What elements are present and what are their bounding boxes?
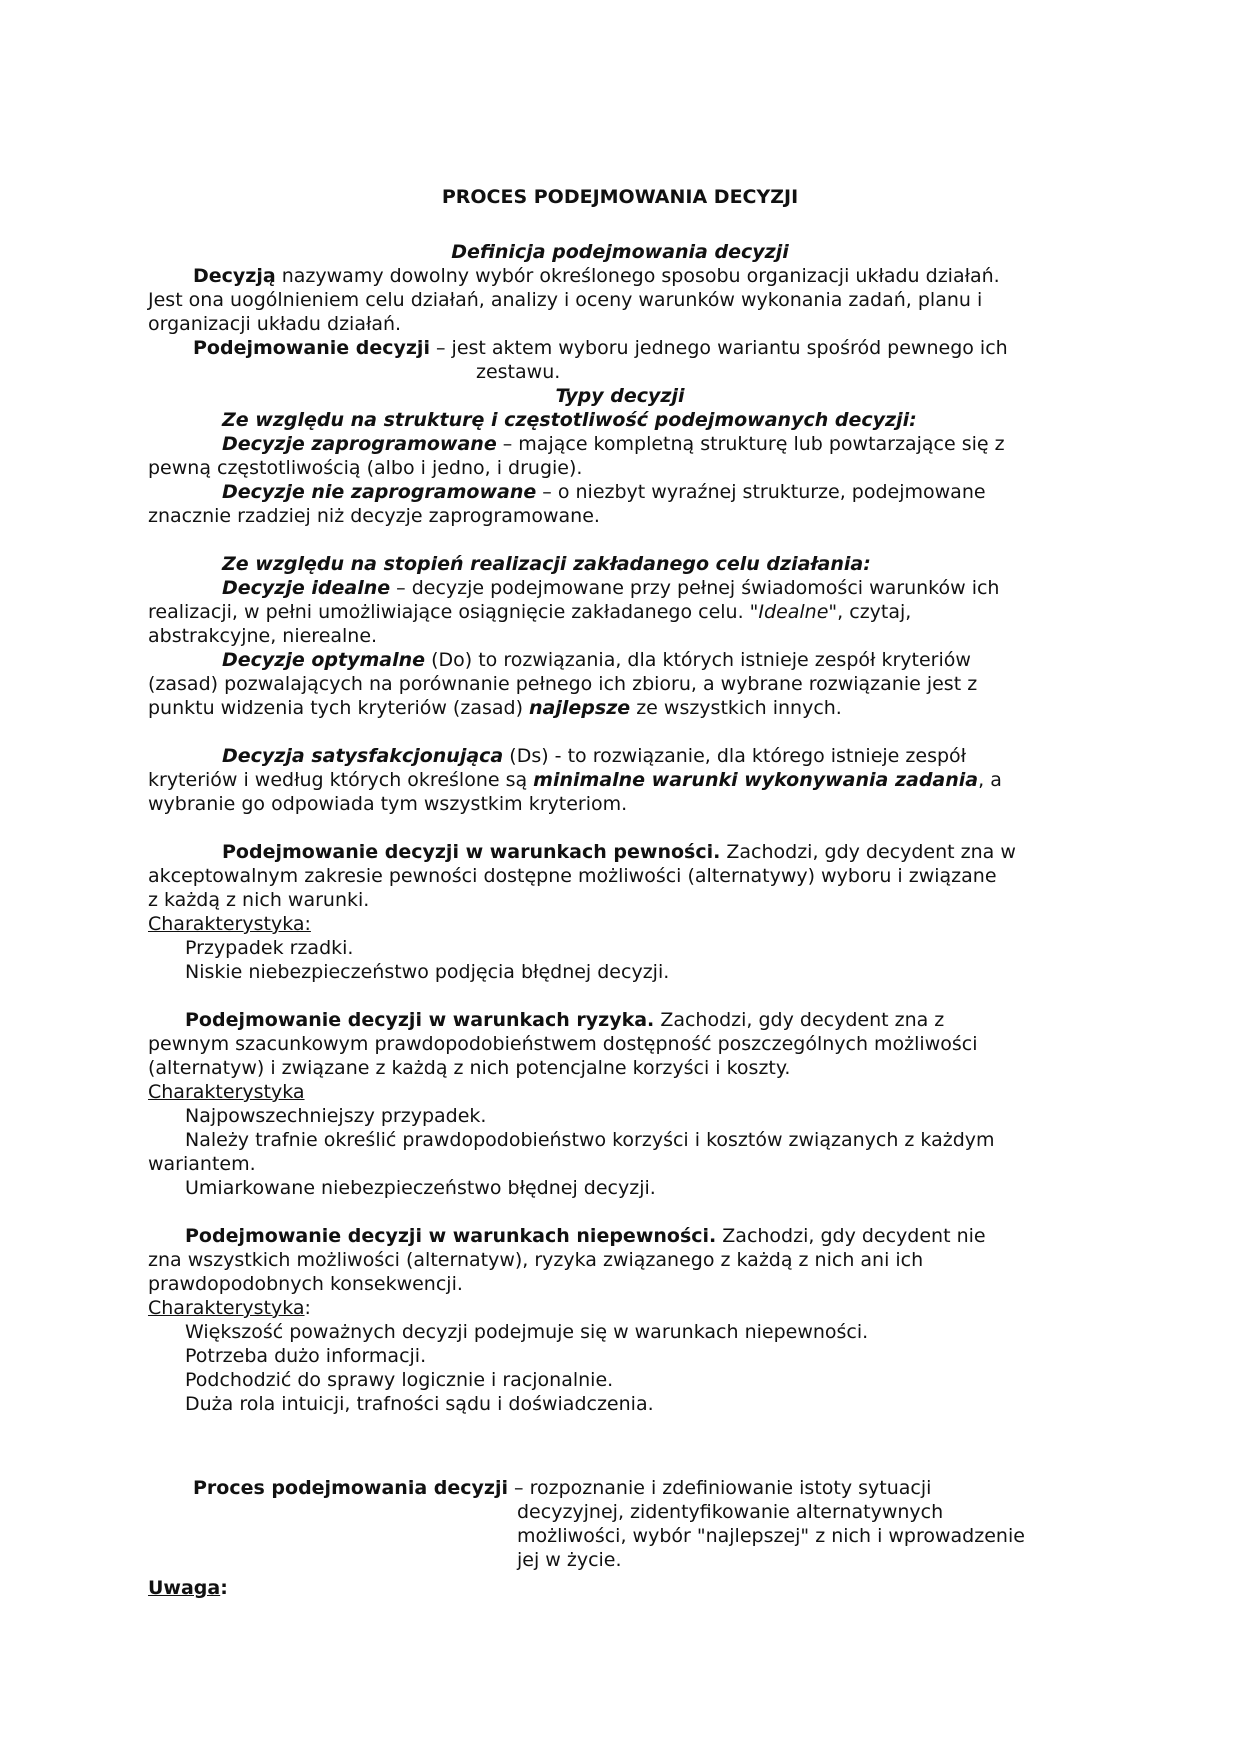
optimal-decisions: Decyzje optymalne (Do) to rozwiązania, dla których istnieje zespół kryteriów <box>222 649 971 671</box>
list-item: wariantem. <box>148 1153 256 1175</box>
certainty-line-3: z każdą z nich warunki. <box>148 889 370 911</box>
risk-line-3: (alternatyw) i związane z każdą z nich potencjalne korzyści i koszty. <box>148 1057 791 1079</box>
process-paragraph: Proces podejmowania decyzji – rozpoznanie i zdefiniowanie istoty sytuacji <box>193 1477 932 1499</box>
certainty-line-2: akceptowalnym zakresie pewności dostępne możliwości (alternatywy) wyboru i związane <box>148 865 997 887</box>
list-item: Przypadek rzadki. <box>185 937 354 959</box>
definition-paragraph-1-line-2: Jest ona uogólnieniem celu działań, analizy i oceny warunków wykonania zadań, planu i <box>148 289 983 311</box>
satisfying-decision-line-3: wybranie go odpowiada tym wszystkim kryteriom. <box>148 793 628 815</box>
definition-paragraph-2-line-2: zestawu. <box>476 361 561 383</box>
satisfying-decision: Decyzja satysfakcjonująca (Ds) - to rozwiązanie, dla którego istnieje zespół <box>222 745 967 767</box>
definition-paragraph-1: Decyzją nazywamy dowolny wybór określonego sposobu organizacji układu działań. <box>193 265 1000 287</box>
optimal-decisions-line-2: (zasad) pozwalających na porównanie pełnego ich zbioru, a wybrane rozwiązanie jest z <box>148 673 978 695</box>
certainty-paragraph: Podejmowanie decyzji w warunkach pewności. Zachodzi, gdy decydent zna w <box>222 841 1016 863</box>
ideal-decisions-line-3: abstrakcyjne, nierealne. <box>148 625 378 647</box>
structure-heading: Ze względu na strukturę i częstotliwość podejmowanych decyzji: <box>222 409 917 431</box>
list-item: Umiarkowane niebezpieczeństwo błędnej decyzji. <box>185 1177 656 1199</box>
types-heading: Typy decyzji <box>555 385 685 407</box>
list-item: Należy trafnie określić prawdopodobieństwo korzyści i kosztów związanych z każdym <box>185 1129 995 1151</box>
list-item: Większość poważnych decyzji podejmuje się w warunkach niepewności. <box>185 1321 869 1343</box>
uncertainty-paragraph: Podejmowanie decyzji w warunkach niepewności. Zachodzi, gdy decydent nie <box>185 1225 986 1247</box>
list-item: Podchodzić do sprawy logicznie i racjonalnie. <box>185 1369 614 1391</box>
uncertainty-characteristics-label: Charakterystyka: <box>148 1297 311 1319</box>
uncertainty-line-3: prawdopodobnych konsekwencji. <box>148 1273 463 1295</box>
risk-paragraph: Podejmowanie decyzji w warunkach ryzyka. Zachodzi, gdy decydent zna z <box>185 1009 945 1031</box>
satisfying-decision-line-2: kryteriów i według których określone są minimalne warunki wykonywania zadania, a <box>148 769 1002 791</box>
goal-heading: Ze względu na stopień realizacji zakładanego celu działania: <box>222 553 871 575</box>
list-item: Najpowszechniejszy przypadek. <box>185 1105 487 1127</box>
process-line-2: decyzyjnej, zidentyfikowanie alternatywnych <box>517 1501 944 1523</box>
list-item: Niskie niebezpieczeństwo podjęcia błędnej decyzji. <box>185 961 670 983</box>
optimal-decisions-line-3: punktu widzenia tych kryteriów (zasad) najlepsze ze wszystkich innych. <box>148 697 842 719</box>
risk-characteristics-label: Charakterystyka <box>148 1081 305 1103</box>
process-line-3: możliwości, wybór "najlepszej" z nich i wprowadzenie <box>517 1525 1025 1547</box>
definition-paragraph-2: Podejmowanie decyzji – jest aktem wyboru jednego wariantu spośród pewnego ich <box>193 337 1008 359</box>
certainty-characteristics-label: Charakterystyka: <box>148 913 311 935</box>
definition-heading: Definicja podejmowania decyzji <box>451 241 789 263</box>
ideal-decisions: Decyzje idealne – decyzje podejmowane przy pełnej świadomości warunków ich <box>222 577 1000 599</box>
list-item: Potrzeba dużo informacji. <box>185 1345 427 1367</box>
programmed-decisions-line-2: pewną częstotliwością (albo i jedno, i drugie). <box>148 457 583 479</box>
risk-line-2: pewnym szacunkowym prawdopodobieństwem dostępność poszczególnych możliwości <box>148 1033 978 1055</box>
uncertainty-line-2: zna wszystkich możliwości (alternatyw), ryzyka związanego z każdą z nich ani ich <box>148 1249 924 1271</box>
ideal-decisions-line-2: realizacji, w pełni umożliwiające osiągnięcie zakładanego celu. "Idealne", czytaj, <box>148 601 912 623</box>
list-item: Duża rola intuicji, trafności sądu i doświadczenia. <box>185 1393 654 1415</box>
programmed-decisions: Decyzje zaprogramowane – mające kompletną strukturę lub powtarzające się z <box>222 433 1005 455</box>
definition-paragraph-1-line-3: organizacji układu działań. <box>148 313 402 335</box>
process-line-4: jej w życie. <box>517 1549 622 1571</box>
note-label: Uwaga: <box>148 1577 228 1599</box>
nonprogrammed-decisions: Decyzje nie zaprogramowane – o niezbyt wyraźnej strukturze, podejmowane <box>222 481 986 503</box>
nonprogrammed-decisions-line-2: znacznie rzadziej niż decyzje zaprogramowane. <box>148 505 600 527</box>
page-title: PROCES PODEJMOWANIA DECYZJI <box>441 186 799 208</box>
